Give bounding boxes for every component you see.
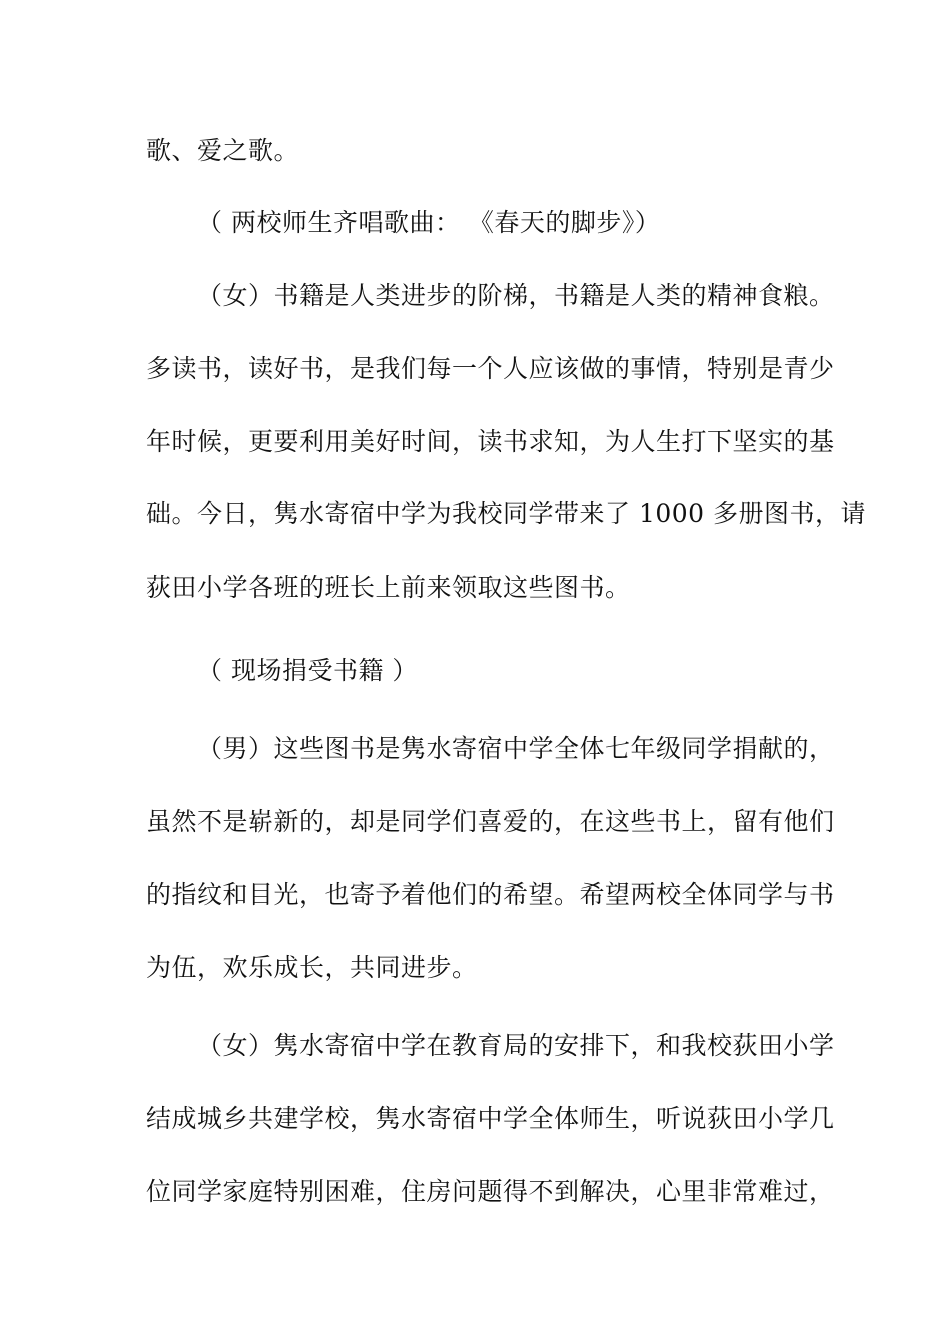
text-line-3: （女）书籍是人类进步的阶梯，书籍是人类的精神食粮。 xyxy=(197,281,835,310)
text-line-2: （ 两校师生齐唱歌曲： 《春天的脚步》） xyxy=(197,208,661,237)
text-line-9: （男）这些图书是隽水寄宿中学全体七年级同学捐献的， xyxy=(197,734,835,763)
text-line-5: 年时候，更要利用美好时间，读书求知，为人生打下坚实的基 xyxy=(146,427,835,456)
text-line-14: 结成城乡共建学校，隽水寄宿中学全体师生，听说荻田小学几 xyxy=(146,1104,835,1133)
text-line-1: 歌、爱之歌。 xyxy=(146,136,300,165)
text-line-10: 虽然不是崭新的，却是同学们喜爱的，在这些书上，留有他们 xyxy=(146,807,835,836)
text-line-11: 的指纹和目光，也寄予着他们的希望。希望两校全体同学与书 xyxy=(146,880,835,909)
text-line-12: 为伍，欢乐成长，共同进步。 xyxy=(146,953,478,982)
text-line-15: 位同学家庭特别困难，住房问题得不到解决，心里非常难过， xyxy=(146,1177,835,1206)
text-line-4: 多读书，读好书，是我们每一个人应该做的事情，特别是青少 xyxy=(146,354,835,383)
text-line-6: 础。今日，隽水寄宿中学为我校同学带来了 1000 多册图书，请 xyxy=(146,499,867,528)
text-line-13: （女）隽水寄宿中学在教育局的安排下，和我校荻田小学 xyxy=(197,1031,835,1060)
text-line-7: 荻田小学各班的班长上前来领取这些图书。 xyxy=(146,573,631,602)
text-line-8: （ 现场捐受书籍 ） xyxy=(197,656,418,685)
